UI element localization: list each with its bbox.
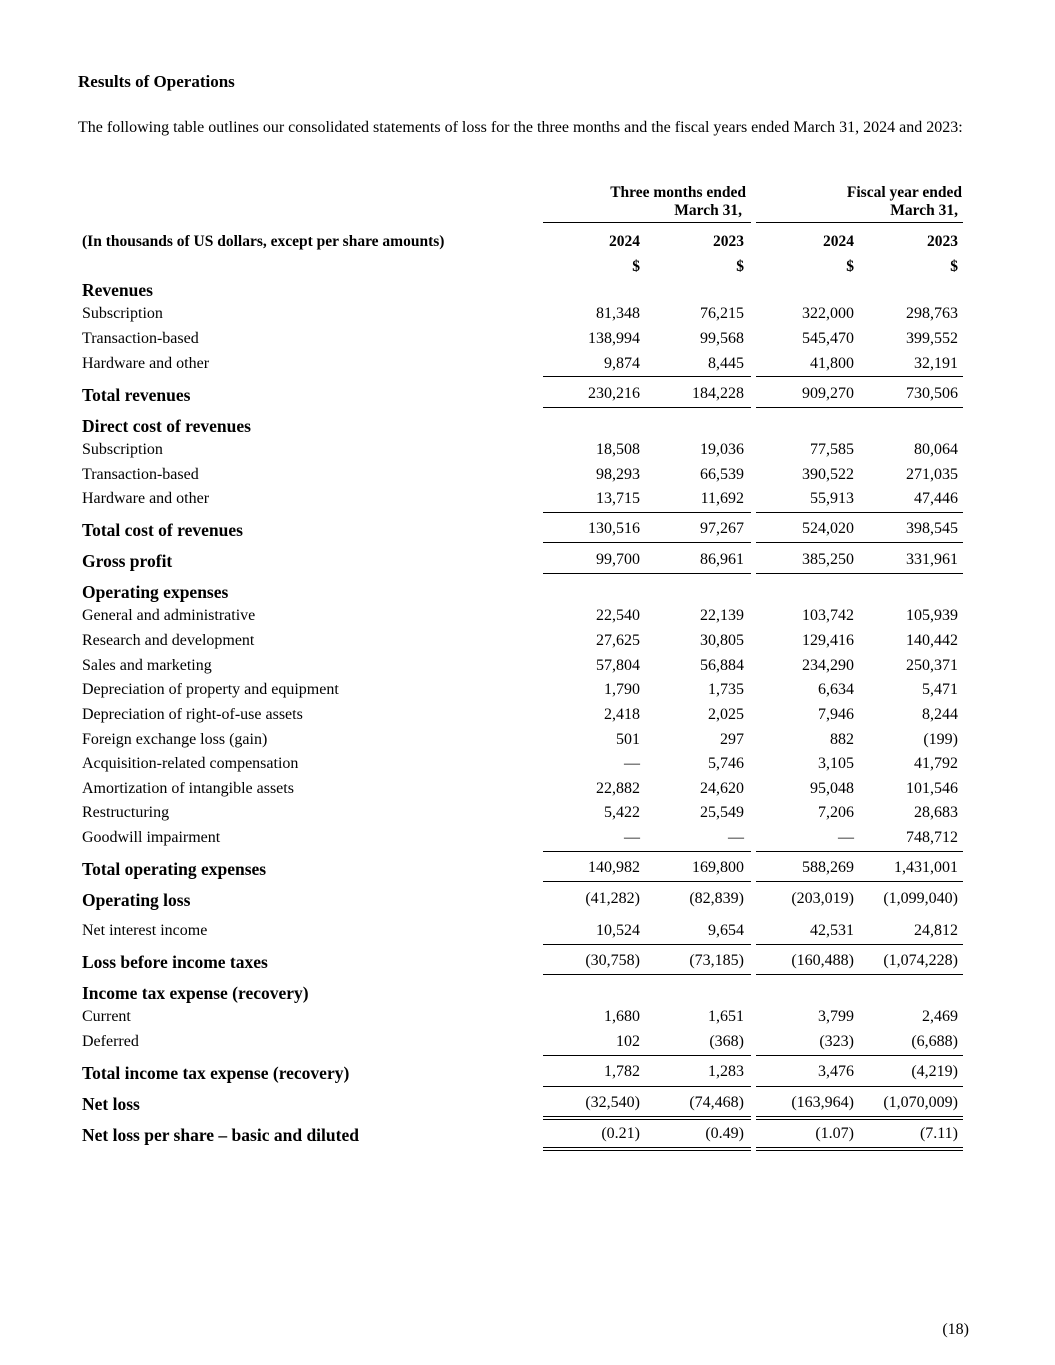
row-label: Loss before income taxes (82, 952, 268, 972)
value-cell: 2,418 (604, 706, 640, 723)
value-cell: 19,036 (700, 441, 744, 458)
row-label: Research and development (82, 632, 255, 649)
value-cell: (160,488) (791, 952, 854, 969)
row-label: Revenues (82, 280, 153, 300)
value-cell: 8,445 (708, 355, 744, 372)
year-header: 2024 (823, 233, 854, 250)
value-cell: 748,712 (906, 829, 958, 846)
value-cell: 28,683 (914, 804, 958, 821)
subtotal-rule (756, 376, 963, 377)
table-row (0, 859, 1055, 881)
row-label: Hardware and other (82, 490, 210, 507)
value-cell: 1,790 (604, 681, 640, 698)
value-cell: 250,371 (906, 657, 958, 674)
column-group-fiscal-year (756, 184, 962, 220)
row-label: Total revenues (82, 385, 191, 405)
subtotal-rule (543, 974, 751, 975)
table-row (0, 780, 1055, 802)
section-header-row (0, 416, 1055, 438)
value-cell: 7,946 (818, 706, 854, 723)
table-row (0, 441, 1055, 463)
units-label: (In thousands of US dollars, except per share amounts) (82, 233, 445, 250)
value-cell: 77,585 (810, 441, 854, 458)
currency-symbol: $ (736, 258, 744, 275)
value-cell: 27,625 (596, 632, 640, 649)
subtotal-rule (543, 542, 751, 543)
table-row (0, 385, 1055, 407)
row-label: Amortization of intangible assets (82, 780, 294, 797)
row-label: Acquisition-related compensation (82, 755, 299, 772)
value-cell: 105,939 (906, 607, 958, 624)
value-cell: 57,804 (596, 657, 640, 674)
subtotal-rule (756, 512, 963, 513)
value-cell: 13,715 (596, 490, 640, 507)
row-label: Gross profit (82, 551, 173, 571)
value-cell: 140,982 (588, 859, 640, 876)
value-cell: 22,882 (596, 780, 640, 797)
value-cell: 130,516 (588, 520, 640, 537)
row-label: Subscription (82, 441, 163, 458)
subtotal-rule (756, 542, 963, 543)
subtotal-rule (756, 974, 963, 975)
value-cell: 1,680 (604, 1008, 640, 1025)
group-header-rule (543, 222, 751, 223)
row-label: Income tax expense (recovery) (82, 983, 309, 1003)
value-cell: 399,552 (906, 330, 958, 347)
subtotal-rule (543, 376, 751, 377)
value-cell: (32,540) (585, 1094, 640, 1111)
subtotal-rule (543, 851, 751, 852)
table-row (0, 1094, 1055, 1116)
value-cell: 385,250 (802, 551, 854, 568)
value-cell: 81,348 (596, 305, 640, 322)
value-cell: 5,471 (922, 681, 958, 698)
currency-symbol: $ (950, 258, 958, 275)
value-cell: 24,620 (700, 780, 744, 797)
section-header-row (0, 983, 1055, 1005)
value-cell: (0.21) (601, 1125, 640, 1142)
page-number: (18) (942, 1321, 969, 1338)
value-cell: 2,025 (708, 706, 744, 723)
value-cell: (368) (709, 1033, 744, 1050)
value-cell: 42,531 (810, 922, 854, 939)
row-label: Deferred (82, 1033, 139, 1050)
subtotal-rule (756, 1055, 963, 1056)
row-label: Sales and marketing (82, 657, 212, 674)
year-header: 2023 (713, 233, 744, 250)
value-cell: 545,470 (802, 330, 854, 347)
value-cell: 730,506 (906, 385, 958, 402)
value-cell: 25,549 (700, 804, 744, 821)
value-cell: (0.49) (705, 1125, 744, 1142)
value-cell: 298,763 (906, 305, 958, 322)
value-cell: 5,746 (708, 755, 744, 772)
row-label: Total cost of revenues (82, 520, 243, 540)
currency-symbol: $ (846, 258, 854, 275)
column-group-three-months (544, 184, 746, 220)
value-cell: 271,035 (906, 466, 958, 483)
value-cell: 47,446 (914, 490, 958, 507)
section-header-row (0, 582, 1055, 604)
row-label: Goodwill impairment (82, 829, 221, 846)
value-cell: 99,700 (596, 551, 640, 568)
value-cell: 882 (830, 731, 854, 748)
value-cell: (199) (923, 731, 958, 748)
section-heading: Results of Operations (78, 72, 235, 91)
value-cell: 322,000 (802, 305, 854, 322)
table-row (0, 305, 1055, 327)
value-cell: (41,282) (585, 890, 640, 907)
value-cell: 184,228 (692, 385, 744, 402)
row-label: Depreciation of property and equipment (82, 681, 339, 698)
value-cell: 97,267 (700, 520, 744, 537)
group-header-line1: Fiscal year ended (846, 184, 962, 201)
year-header-row (0, 233, 1055, 253)
subtotal-rule (756, 573, 963, 574)
value-cell: (73,185) (689, 952, 744, 969)
value-cell: 3,476 (818, 1063, 854, 1080)
total-double-rule (756, 1116, 963, 1120)
value-cell: 390,522 (802, 466, 854, 483)
row-label: Transaction-based (82, 330, 199, 347)
value-cell: 588,269 (802, 859, 854, 876)
row-label: Direct cost of revenues (82, 416, 251, 436)
value-cell: 8,244 (922, 706, 958, 723)
year-header: 2024 (609, 233, 640, 250)
value-cell: 524,020 (802, 520, 854, 537)
row-label: Subscription (82, 305, 163, 322)
value-cell: 22,139 (700, 607, 744, 624)
row-label: Operating loss (82, 890, 191, 910)
subtotal-rule (543, 944, 751, 945)
subtotal-rule (543, 1055, 751, 1056)
table-row (0, 520, 1055, 542)
value-cell: 103,742 (802, 607, 854, 624)
row-label: Net loss per share – basic and diluted (82, 1125, 359, 1145)
table-row (0, 607, 1055, 629)
value-cell: 41,792 (914, 755, 958, 772)
table-row (0, 355, 1055, 377)
row-label: Total operating expenses (82, 859, 267, 879)
value-cell: 909,270 (802, 385, 854, 402)
value-cell: (1,074,228) (883, 952, 958, 969)
subtotal-rule (756, 881, 963, 882)
value-cell: 1,651 (708, 1008, 744, 1025)
subtotal-rule (543, 881, 751, 882)
table-row (0, 1033, 1055, 1055)
value-cell: 501 (616, 731, 640, 748)
table-row (0, 632, 1055, 654)
value-cell: 22,540 (596, 607, 640, 624)
value-cell: (323) (819, 1033, 854, 1050)
value-cell: (7.11) (919, 1125, 958, 1142)
value-cell: 102 (616, 1033, 640, 1050)
subtotal-rule (756, 407, 963, 408)
value-cell: 56,884 (700, 657, 744, 674)
total-double-rule (756, 1147, 963, 1151)
table-row (0, 551, 1055, 573)
value-cell: 76,215 (700, 305, 744, 322)
value-cell: (4,219) (911, 1063, 958, 1080)
value-cell: — (624, 755, 640, 772)
group-header-line2: March 31, (674, 202, 742, 219)
value-cell: 86,961 (700, 551, 744, 568)
value-cell: (74,468) (689, 1094, 744, 1111)
total-double-rule (543, 1147, 751, 1151)
subtotal-rule (543, 1086, 751, 1087)
table-row (0, 755, 1055, 777)
table-row (0, 890, 1055, 912)
value-cell: — (624, 829, 640, 846)
value-cell: 10,524 (596, 922, 640, 939)
value-cell: 55,913 (810, 490, 854, 507)
table-row (0, 330, 1055, 352)
value-cell: 2,469 (922, 1008, 958, 1025)
row-label: Total income tax expense (recovery) (82, 1063, 350, 1083)
value-cell: 297 (720, 731, 744, 748)
row-label: Restructuring (82, 804, 170, 821)
group-header-line1: Three months ended (610, 184, 746, 201)
row-label: Net loss (82, 1094, 140, 1114)
currency-header-row (0, 258, 1055, 278)
row-label: General and administrative (82, 607, 256, 624)
value-cell: (6,688) (911, 1033, 958, 1050)
row-label: Current (82, 1008, 131, 1025)
value-cell: 66,539 (700, 466, 744, 483)
table-row (0, 804, 1055, 826)
value-cell: 140,442 (906, 632, 958, 649)
row-label: Foreign exchange loss (gain) (82, 731, 268, 748)
value-cell: 32,191 (914, 355, 958, 372)
value-cell: 3,105 (818, 755, 854, 772)
table-row (0, 731, 1055, 753)
value-cell: (163,964) (791, 1094, 854, 1111)
value-cell: 7,206 (818, 804, 854, 821)
row-label: Depreciation of right-of-use assets (82, 706, 303, 723)
group-header-rule (756, 222, 963, 223)
table-row (0, 706, 1055, 728)
value-cell: — (838, 829, 854, 846)
value-cell: 41,800 (810, 355, 854, 372)
table-row (0, 466, 1055, 488)
value-cell: 1,782 (604, 1063, 640, 1080)
table-row (0, 490, 1055, 512)
value-cell: 6,634 (818, 681, 854, 698)
value-cell: (1.07) (815, 1125, 854, 1142)
value-cell: 169,800 (692, 859, 744, 876)
group-header-line2: March 31, (890, 202, 958, 219)
row-label: Net interest income (82, 922, 208, 939)
table-row (0, 1063, 1055, 1085)
value-cell: 30,805 (700, 632, 744, 649)
value-cell: 138,994 (588, 330, 640, 347)
value-cell: 80,064 (914, 441, 958, 458)
subtotal-rule (543, 407, 751, 408)
intro-paragraph: The following table outlines our consolidated statements of loss for the three months and the fiscal years ended March 31, 2024 and 2023: (78, 119, 963, 136)
value-cell: 11,692 (700, 490, 744, 507)
value-cell: 230,216 (588, 385, 640, 402)
section-header-row (0, 280, 1055, 302)
year-header: 2023 (927, 233, 958, 250)
value-cell: 18,508 (596, 441, 640, 458)
row-label: Hardware and other (82, 355, 210, 372)
subtotal-rule (756, 944, 963, 945)
row-label: Transaction-based (82, 466, 199, 483)
value-cell: 1,735 (708, 681, 744, 698)
value-cell: 101,546 (906, 780, 958, 797)
value-cell: 331,961 (906, 551, 958, 568)
value-cell: 1,431,001 (894, 859, 958, 876)
value-cell: 98,293 (596, 466, 640, 483)
value-cell: (203,019) (791, 890, 854, 907)
row-label: Operating expenses (82, 582, 229, 602)
value-cell: 9,874 (604, 355, 640, 372)
value-cell: 24,812 (914, 922, 958, 939)
table-row (0, 829, 1055, 851)
table-row (0, 1008, 1055, 1030)
table-row (0, 952, 1055, 974)
value-cell: 234,290 (802, 657, 854, 674)
value-cell: — (728, 829, 744, 846)
value-cell: 5,422 (604, 804, 640, 821)
value-cell: (30,758) (585, 952, 640, 969)
subtotal-rule (543, 573, 751, 574)
value-cell: 1,283 (708, 1063, 744, 1080)
table-row (0, 1125, 1055, 1147)
value-cell: (82,839) (689, 890, 744, 907)
table-row (0, 681, 1055, 703)
currency-symbol: $ (632, 258, 640, 275)
value-cell: (1,070,009) (883, 1094, 958, 1111)
value-cell: (1,099,040) (883, 890, 958, 907)
table-row (0, 657, 1055, 679)
value-cell: 99,568 (700, 330, 744, 347)
value-cell: 9,654 (708, 922, 744, 939)
value-cell: 95,048 (810, 780, 854, 797)
total-double-rule (543, 1116, 751, 1120)
subtotal-rule (543, 512, 751, 513)
table-row (0, 922, 1055, 944)
subtotal-rule (756, 851, 963, 852)
value-cell: 398,545 (906, 520, 958, 537)
subtotal-rule (756, 1086, 963, 1087)
value-cell: 3,799 (818, 1008, 854, 1025)
value-cell: 129,416 (802, 632, 854, 649)
